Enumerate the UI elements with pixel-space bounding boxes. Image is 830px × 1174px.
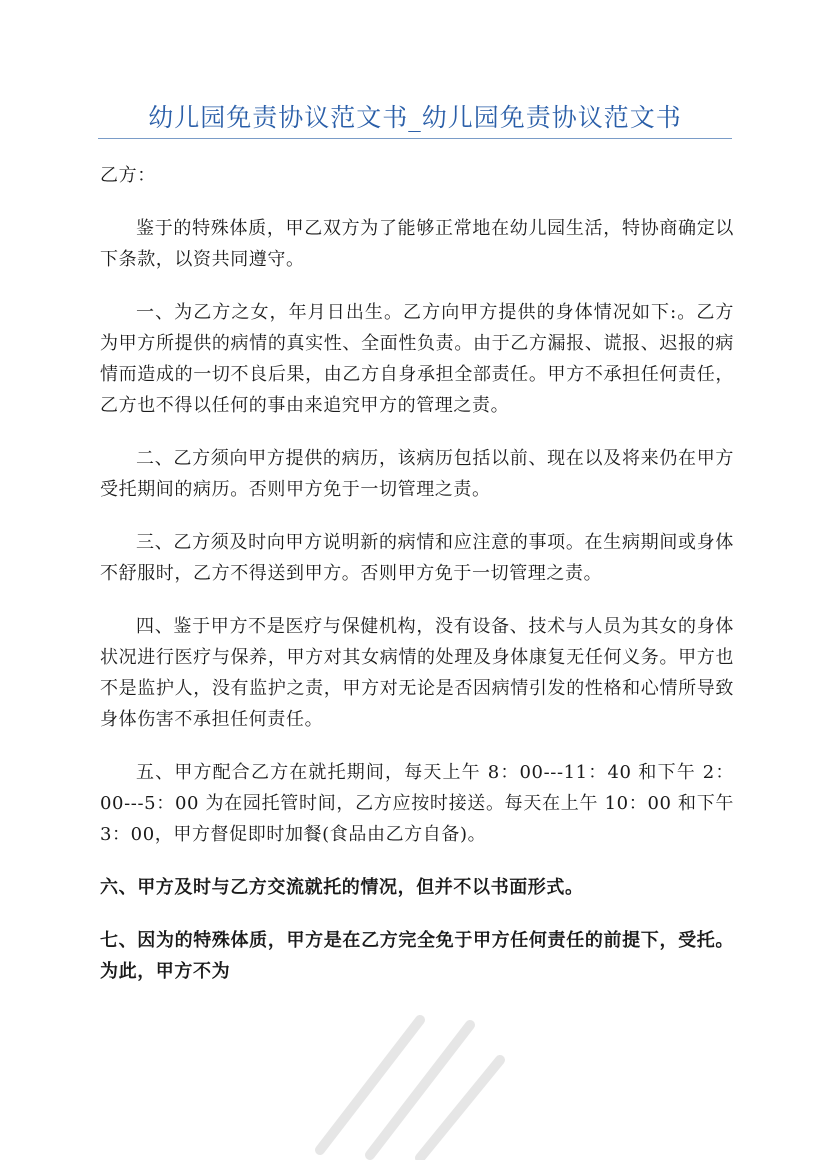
watermark-icon	[300, 980, 520, 1160]
title-underline	[98, 138, 732, 139]
party-b-line: 乙方：	[100, 165, 156, 186]
clause-2-paragraph: 二、乙方须向甲方提供的病历，该病历包括以前、现在以及将来仍在甲方受托期间的病历。否则甲方免于一切管理之责。	[100, 448, 734, 500]
clause-7-paragraph: 七、因为的特殊体质，甲方是在乙方完全免于甲方任何责任的前提下，受托。为此，甲方不为	[100, 930, 734, 982]
preamble-paragraph: 鉴于的特殊体质，甲乙双方为了能够正常地在幼儿园生活，特协商确定以下条款，以资共同遵守。	[100, 218, 734, 270]
clause-3-paragraph: 三、乙方须及时向甲方说明新的病情和应注意的事项。在生病期间或身体不舒服时，乙方不得送到甲方。否则甲方免于一切管理之责。	[100, 532, 734, 584]
clause-6-paragraph: 六、甲方及时与乙方交流就托的情况，但并不以书面形式。	[100, 877, 584, 898]
clause-5-paragraph: 五、甲方配合乙方在就托期间，每天上午 8：00---11：40 和下午 2：00---5：00 为在园托管时间，乙方应按时接送。每天在上午 10：00 和下午 3：00，甲方督促即时加餐(食品由乙方自备)。	[100, 762, 734, 845]
clause-4-paragraph: 四、鉴于甲方不是医疗与保健机构，没有设备、技术与人员为其女的身体状况进行医疗与保养，甲方对其女病情的处理及身体康复无任何义务。甲方也不是监护人，没有监护之责，甲方对无论是否因病情引发的性格和心情所导致身体伤害不承担任何责任。	[100, 616, 734, 730]
document-body	[100, 160, 734, 987]
clause-1-paragraph: 一、为乙方之女，年月日出生。乙方向甲方提供的身体情况如下:。乙方为甲方所提供的病情的真实性、全面性负责。由于乙方漏报、谎报、迟报的病情而造成的一切不良后果，由乙方自身承担全部责任。甲方不承担任何责任，乙方也不得以任何的事由来追究甲方的管理之责。	[100, 302, 734, 416]
document-title: 幼儿园免责协议范文书_幼儿园免责协议范文书	[148, 103, 682, 132]
